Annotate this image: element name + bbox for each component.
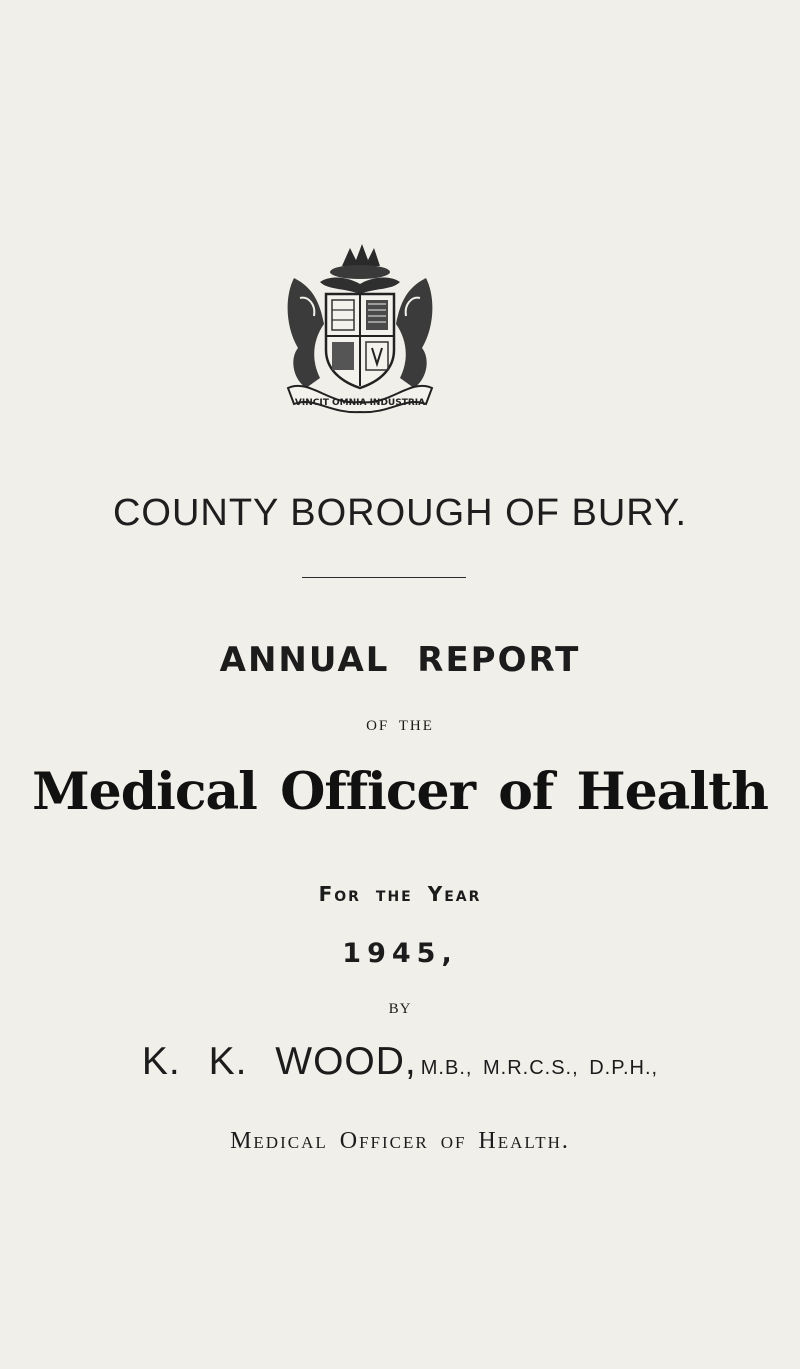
of-the-label: OF THE	[366, 718, 434, 734]
author-name: K. K. WOOD,	[141, 1040, 417, 1083]
report-heading: ANNUAL REPORT	[219, 640, 581, 680]
page-title: COUNTY BOROUGH OF BURY.	[112, 492, 688, 534]
report-subject: Medical Officer of Health	[32, 762, 768, 822]
by-label: BY	[388, 1001, 412, 1017]
author-qualifications: M.B., M.R.C.S., D.P.H.,	[420, 1057, 659, 1079]
author-office: Medical Officer of Health.	[230, 1128, 570, 1154]
divider	[302, 577, 466, 578]
borough-coat-of-arms-icon	[280, 238, 440, 414]
author-line	[0, 1040, 800, 1084]
svg-text:VINCIT OMNIA INDUSTRIA: VINCIT OMNIA INDUSTRIA	[294, 398, 426, 408]
report-year: 1945,	[342, 938, 458, 969]
for-the-year-label: For the Year	[318, 882, 482, 906]
